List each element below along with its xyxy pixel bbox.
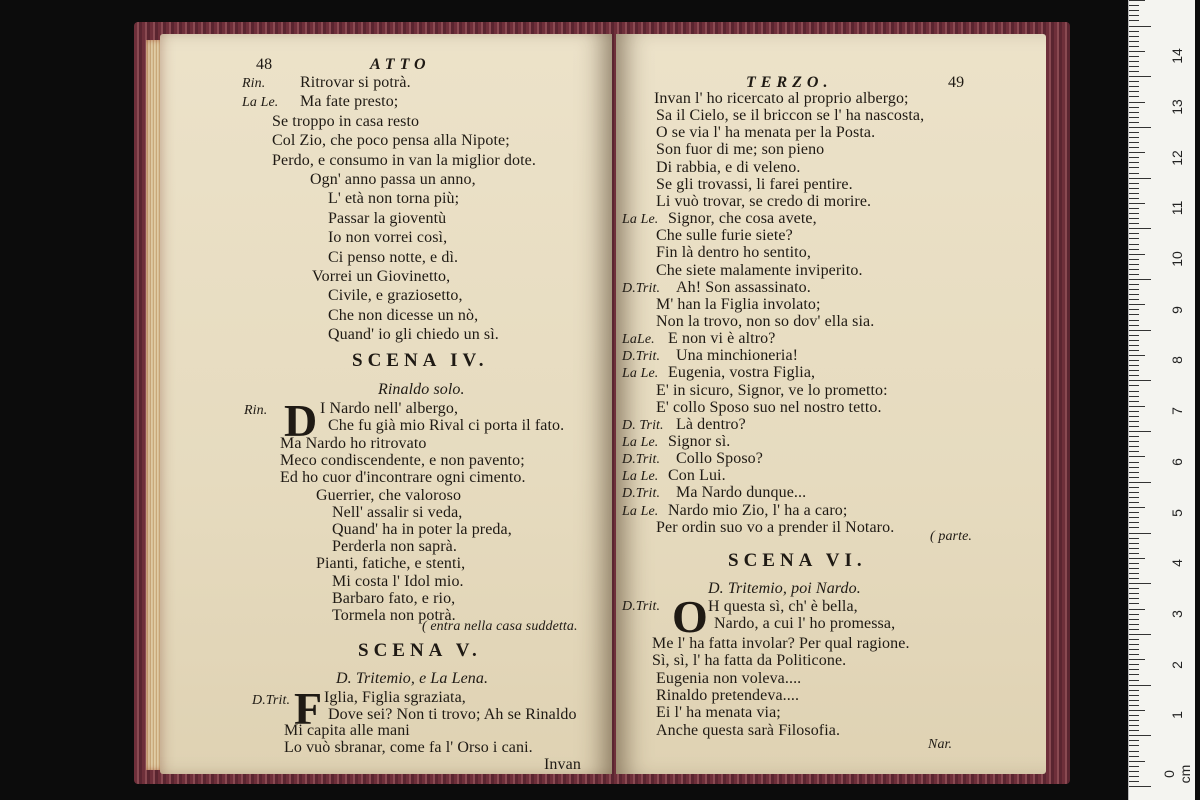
- ruler-tick: [1129, 634, 1151, 635]
- ruler-tick: [1129, 690, 1139, 691]
- ruler-tick: [1129, 284, 1139, 285]
- ruler-tick: [1129, 375, 1139, 376]
- speaker-label: La Le.: [622, 366, 659, 382]
- ruler-tick: [1129, 102, 1145, 103]
- ruler-tick: [1129, 725, 1139, 726]
- verse-line: Invan l' ho ricercato al proprio albergo;: [654, 90, 909, 107]
- ruler-tick: [1129, 441, 1139, 442]
- ruler-number: 3: [1169, 610, 1185, 618]
- running-head: ATTO: [370, 56, 431, 73]
- ruler-tick: [1129, 46, 1139, 47]
- ruler-tick: [1129, 320, 1139, 321]
- speaker-label: D.Trit.: [622, 599, 661, 614]
- ruler-tick: [1129, 781, 1139, 782]
- verse-line: Nardo, a cui l' ho promessa,: [714, 615, 896, 632]
- verse-line: Me l' ha fatta involar? Per qual ragione.: [652, 635, 910, 652]
- scene-characters: D. Tritemio, poi Nardo.: [708, 580, 861, 597]
- ruler-tick: [1129, 132, 1139, 133]
- ruler-tick: [1129, 183, 1139, 184]
- ruler-tick: [1129, 71, 1139, 72]
- ruler-tick: [1129, 91, 1139, 92]
- catchword: Nar.: [928, 737, 953, 752]
- ruler-tick: [1129, 107, 1139, 108]
- verse-line: E' in sicuro, Signor, ve lo prometto:: [656, 381, 888, 399]
- ruler-tick: [1129, 411, 1139, 412]
- ruler-tick: [1129, 157, 1139, 158]
- ruler-tick: [1129, 401, 1139, 402]
- ruler-tick: [1129, 619, 1139, 620]
- verse-line: Ei l' ha menata via;: [656, 704, 781, 722]
- ruler-tick: [1129, 710, 1145, 711]
- ruler-tick: [1129, 512, 1139, 513]
- ruler-tick: [1129, 553, 1139, 554]
- ruler-tick: [1129, 31, 1139, 32]
- ruler-number: 14: [1169, 48, 1185, 64]
- verse-line: E' collo Sposo suo nel nostro tetto.: [656, 398, 882, 416]
- verse-line: Pianti, fatiche, e stenti,: [316, 555, 466, 573]
- ruler-tick: [1129, 598, 1139, 599]
- ruler-tick: [1129, 86, 1139, 87]
- page-number: 48: [256, 56, 273, 73]
- verse-line: Sì, sì, l' ha fatta da Politicone.: [652, 652, 847, 670]
- verse-line: Che non dicesse un nò,: [328, 306, 479, 324]
- ruler-tick: [1129, 36, 1139, 37]
- ruler-tick: [1129, 279, 1151, 280]
- speaker-label: La Le.: [622, 469, 659, 485]
- scene-heading: SCENA VI.: [728, 550, 867, 571]
- verse-line: E non vi è altro?: [668, 330, 776, 348]
- ruler-tick: [1129, 41, 1139, 42]
- speaker-label: D.Trit.: [622, 452, 661, 468]
- drop-cap: D: [284, 395, 318, 446]
- verse-line: Ma Nardo dunque...: [676, 484, 807, 502]
- verse-line: Signor sì.: [668, 433, 731, 450]
- ruler-tick: [1129, 299, 1139, 300]
- ruler-tick: [1129, 573, 1139, 574]
- ruler-tick: [1129, 740, 1139, 741]
- ruler-tick: [1129, 527, 1139, 528]
- ruler-tick: [1129, 213, 1139, 214]
- verse-line: Guerrier, che valoroso: [316, 486, 462, 504]
- ruler-tick: [1129, 614, 1139, 615]
- ruler-number: 9: [1169, 305, 1185, 314]
- verse-line: Che sulle furie siete?: [656, 227, 793, 245]
- speaker-label: D. Trit.: [622, 417, 664, 433]
- ruler-tick: [1129, 624, 1139, 625]
- ruler-tick: [1129, 639, 1139, 640]
- verse-line: Vorrei un Giovinetto,: [312, 268, 451, 285]
- ruler-tick: [1129, 350, 1139, 351]
- ruler-tick: [1129, 715, 1139, 716]
- speaker-label: D.Trit.: [252, 693, 291, 708]
- verse-line: Ogn' anno passa un anno,: [310, 171, 476, 188]
- ruler-tick: [1129, 137, 1139, 138]
- ruler-tick: [1129, 198, 1139, 199]
- ruler-tick: [1129, 472, 1139, 473]
- verse-line: Eugenia non voleva....: [656, 669, 802, 687]
- ruler-tick: [1129, 188, 1139, 189]
- verse-line: I Nardo nell' albergo,: [320, 400, 459, 417]
- verse-line: Ed ho cuor d'incontrare ogni cimento.: [280, 469, 526, 487]
- ruler-tick: [1129, 264, 1139, 265]
- ruler-tick: [1129, 162, 1139, 163]
- drop-cap: F: [294, 683, 323, 734]
- verse-line: Non la trovo, non so dov' ella sia.: [656, 312, 875, 330]
- ruler-tick: [1129, 669, 1139, 670]
- verse-line: H questa sì, ch' è bella,: [708, 598, 858, 615]
- ruler-number: 11: [1169, 201, 1185, 216]
- verse-line: Dove sei? Non ti trovo; Ah se Rinaldo: [328, 706, 577, 723]
- stage-direction: ( entra nella casa suddetta.: [422, 619, 578, 634]
- ruler-tick: [1129, 568, 1139, 569]
- ruler-tick: [1129, 421, 1139, 422]
- ruler-tick: [1129, 76, 1151, 77]
- ruler-tick: [1129, 203, 1145, 204]
- verse-line: Li vuò trovar, se credo di morire.: [656, 192, 872, 210]
- ruler-tick: [1129, 66, 1139, 67]
- ruler-tick: [1129, 446, 1139, 447]
- verse-line: Anche questa sarà Filosofia.: [656, 721, 841, 739]
- verse-line: Tormela non potrà.: [332, 607, 456, 624]
- ruler-tick: [1129, 112, 1139, 113]
- ruler-tick: [1129, 360, 1139, 361]
- ruler-tick: [1129, 167, 1139, 168]
- verse-line: Son fuor di me; son pieno: [656, 141, 825, 159]
- ruler-tick: [1129, 538, 1139, 539]
- ruler-number: 4: [1169, 559, 1185, 568]
- ruler-tick: [1129, 436, 1139, 437]
- verse-line: Fin là dentro ho sentito,: [656, 244, 811, 262]
- running-head: TERZO.: [746, 74, 833, 91]
- verse-line: Che fu già mio Rival ci porta il fato.: [328, 417, 565, 434]
- verse-line: Quand' io gli chiedo un sì.: [328, 326, 499, 344]
- ruler-tick: [1129, 340, 1139, 341]
- ruler-tick: [1129, 685, 1151, 686]
- ruler-tick: [1129, 588, 1139, 589]
- ruler-tick: [1129, 0, 1145, 1]
- ruler-tick: [1129, 304, 1145, 305]
- verse-line: Io non vorrei così,: [328, 229, 448, 247]
- ruler-tick: [1129, 507, 1145, 508]
- speaker-label: LaLe.: [622, 332, 655, 348]
- verse-line: Con Lui.: [668, 467, 726, 485]
- ruler-tick: [1129, 244, 1139, 245]
- verse-line: Meco condiscendente, e non pavento;: [280, 452, 525, 470]
- ruler-tick: [1129, 406, 1145, 407]
- ruler-tick: [1129, 451, 1139, 452]
- verse-line: Sa il Cielo, se il briccon se l' ha nascosta,: [656, 107, 925, 125]
- verse-line: Se gli trovassi, li farei pentire.: [656, 175, 853, 193]
- ruler-tick: [1129, 385, 1139, 386]
- ruler-tick: [1129, 289, 1139, 290]
- verse-line: Quand' ha in poter la preda,: [332, 521, 512, 538]
- ruler-tick: [1129, 467, 1139, 468]
- ruler-tick: [1129, 259, 1139, 260]
- ruler-tick: [1129, 51, 1145, 52]
- ruler-tick: [1129, 117, 1139, 118]
- right-page: [616, 34, 1046, 774]
- page-number: 49: [948, 74, 965, 91]
- ruler-tick: [1129, 548, 1139, 549]
- ruler-tick: [1129, 193, 1139, 194]
- speaker-label: Rin.: [244, 403, 268, 418]
- ruler-tick: [1129, 96, 1139, 97]
- ruler-tick: [1129, 294, 1139, 295]
- ruler-tick: [1129, 396, 1139, 397]
- scene-heading: SCENA IV.: [352, 350, 489, 371]
- verse-line: Ah! Son assassinato.: [676, 278, 811, 296]
- speaker-label: D.Trit.: [622, 280, 661, 296]
- left-page: [160, 34, 612, 774]
- verse-line: Passar la gioventù: [328, 209, 447, 227]
- catchword: Invan: [544, 756, 581, 773]
- ruler-tick: [1129, 233, 1139, 234]
- ruler-tick: [1129, 745, 1139, 746]
- ruler-tick: [1129, 178, 1151, 179]
- verse-line: Ritrovar si potrà.: [300, 74, 411, 91]
- measurement-ruler: [1128, 0, 1195, 800]
- ruler-tick: [1129, 720, 1139, 721]
- ruler-tick: [1129, 786, 1151, 787]
- ruler-number: 5: [1169, 508, 1185, 517]
- ruler-tick: [1129, 674, 1139, 675]
- verse-line: Signor, che cosa avete,: [668, 210, 817, 228]
- ruler-number: 0 cm: [1161, 764, 1193, 784]
- verse-line: Lo vuò sbranar, come fa l' Orso i cani.: [284, 739, 533, 757]
- verse-line: Mi costa l' Idol mio.: [332, 572, 464, 590]
- ruler-tick: [1129, 345, 1139, 346]
- verse-line: Iglia, Figlia sgraziata,: [324, 689, 466, 706]
- ruler-tick: [1129, 254, 1145, 255]
- ruler-tick: [1129, 380, 1151, 381]
- ruler-number: 2: [1169, 660, 1185, 669]
- ruler-tick: [1129, 223, 1139, 224]
- verse-line: M' han la Figlia involato;: [656, 295, 821, 313]
- ruler-tick: [1129, 416, 1139, 417]
- scene-characters: Rinaldo solo.: [378, 381, 465, 398]
- ruler-tick: [1129, 756, 1139, 757]
- ruler-tick: [1129, 309, 1139, 310]
- verse-line: Che siete malamente inviperito.: [656, 261, 863, 279]
- ruler-tick: [1129, 735, 1151, 736]
- verse-line: Barbaro fato, e rio,: [332, 589, 456, 607]
- ruler-tick: [1129, 776, 1139, 777]
- verse-line: Nardo mio Zio, l' ha a caro;: [668, 501, 848, 519]
- ruler-tick: [1129, 208, 1139, 209]
- ruler-tick: [1129, 482, 1151, 483]
- ruler-tick: [1129, 751, 1139, 752]
- ruler-tick: [1129, 314, 1139, 315]
- ruler-tick: [1129, 695, 1139, 696]
- speaker-label: Rin.: [242, 76, 266, 91]
- ruler-tick: [1129, 583, 1151, 584]
- ruler-number: 12: [1169, 149, 1185, 166]
- verse-line: Civile, e graziosetto,: [328, 287, 463, 305]
- verse-line: Collo Sposo?: [676, 450, 763, 468]
- verse-line: Là dentro?: [676, 415, 746, 433]
- drop-cap: O: [672, 591, 708, 642]
- ruler-tick: [1129, 578, 1139, 579]
- ruler-tick: [1129, 269, 1139, 270]
- ruler-tick: [1129, 705, 1139, 706]
- ruler-tick: [1129, 771, 1139, 772]
- verse-line: Per ordin suo vo a prender il Notaro.: [656, 518, 895, 536]
- speaker-label: La Le.: [622, 435, 659, 450]
- ruler-tick: [1129, 56, 1139, 57]
- ruler-tick: [1129, 365, 1139, 366]
- ruler-tick: [1129, 15, 1139, 16]
- verse-line: Ci penso notte, e dì.: [328, 248, 459, 266]
- ruler-tick: [1129, 730, 1139, 731]
- ruler-number: 6: [1169, 457, 1185, 466]
- ruler-tick: [1129, 477, 1139, 478]
- ruler-tick: [1129, 543, 1139, 544]
- ruler-tick: [1129, 325, 1139, 326]
- ruler-tick: [1129, 61, 1139, 62]
- speaker-label: D.Trit.: [622, 349, 661, 365]
- ruler-number: 13: [1169, 99, 1185, 115]
- ruler-tick: [1129, 609, 1145, 610]
- speaker-label: La Le.: [242, 95, 279, 111]
- ruler-tick: [1129, 426, 1139, 427]
- ruler-tick: [1129, 603, 1139, 604]
- ruler-tick: [1129, 10, 1139, 11]
- ruler-tick: [1129, 391, 1139, 392]
- ruler-tick: [1129, 238, 1139, 239]
- ruler-number: 1: [1169, 711, 1185, 720]
- ruler-tick: [1129, 147, 1139, 148]
- stage-direction: ( parte.: [930, 529, 973, 544]
- ruler-tick: [1129, 456, 1145, 457]
- verse-line: Di rabbia, e di veleno.: [656, 158, 801, 176]
- ruler-tick: [1129, 335, 1139, 336]
- ruler-tick: [1129, 522, 1139, 523]
- ruler-tick: [1129, 497, 1139, 498]
- verse-line: Ma Nardo ho ritrovato: [280, 435, 427, 452]
- ruler-tick: [1129, 533, 1151, 534]
- verse-line: Col Zio, che poco pensa alla Nipote;: [272, 132, 510, 150]
- ruler-tick: [1129, 502, 1139, 503]
- ruler-tick: [1129, 5, 1139, 6]
- ruler-tick: [1129, 249, 1139, 250]
- ruler-tick: [1129, 487, 1139, 488]
- ruler-tick: [1129, 680, 1139, 681]
- ruler-number: 8: [1169, 356, 1185, 365]
- verse-line: Ma fate presto;: [300, 93, 399, 111]
- speaker-label: La Le.: [622, 212, 659, 228]
- ruler-tick: [1129, 26, 1151, 27]
- ruler-tick: [1129, 517, 1139, 518]
- verse-line: Mi capita alle mani: [284, 722, 410, 739]
- ruler-tick: [1129, 274, 1139, 275]
- ruler-tick: [1129, 644, 1139, 645]
- scene-characters: D. Tritemio, e La Lena.: [336, 670, 489, 687]
- verse-line: Una minchioneria!: [676, 347, 799, 365]
- speaker-label: La Le.: [622, 503, 659, 519]
- ruler-number: 7: [1169, 407, 1185, 415]
- verse-line: L' età non torna più;: [328, 190, 460, 208]
- ruler-tick: [1129, 370, 1139, 371]
- ruler-tick: [1129, 355, 1145, 356]
- ruler-tick: [1129, 664, 1139, 665]
- ruler-tick: [1129, 563, 1139, 564]
- ruler-tick: [1129, 629, 1139, 630]
- speaker-label: D.Trit.: [622, 486, 661, 502]
- ruler-tick: [1129, 761, 1145, 762]
- verse-line: Perderla non saprà.: [332, 538, 457, 556]
- ruler-tick: [1129, 659, 1145, 660]
- verse-line: Eugenia, vostra Figlia,: [668, 364, 816, 382]
- verse-line: Nell' assalir si veda,: [332, 503, 463, 521]
- ruler-tick: [1129, 700, 1139, 701]
- scene-heading: SCENA V.: [358, 640, 482, 661]
- ruler-tick: [1129, 431, 1151, 432]
- ruler-tick: [1129, 593, 1139, 594]
- verse-line: Se troppo in casa resto: [272, 112, 420, 130]
- verse-line: O se via l' ha menata per la Posta.: [656, 124, 876, 142]
- ruler-tick: [1129, 173, 1139, 174]
- ruler-tick: [1129, 228, 1151, 229]
- ruler-tick: [1129, 462, 1139, 463]
- ruler-tick: [1129, 20, 1139, 21]
- verse-line: Rinaldo pretendeva....: [656, 686, 800, 704]
- ruler-tick: [1129, 142, 1139, 143]
- ruler-tick: [1129, 766, 1139, 767]
- ruler-tick: [1129, 122, 1139, 123]
- ruler-tick: [1129, 127, 1151, 128]
- ruler-tick: [1129, 558, 1145, 559]
- ruler-tick: [1129, 81, 1139, 82]
- ruler-tick: [1129, 492, 1139, 493]
- ruler-tick: [1129, 654, 1139, 655]
- ruler-tick: [1129, 330, 1151, 331]
- verse-line: Perdo, e consumo in van la miglior dote.: [272, 151, 536, 169]
- ruler-number: 10: [1169, 251, 1185, 267]
- ruler-tick: [1129, 218, 1139, 219]
- ruler-tick: [1129, 152, 1145, 153]
- ruler-tick: [1129, 649, 1139, 650]
